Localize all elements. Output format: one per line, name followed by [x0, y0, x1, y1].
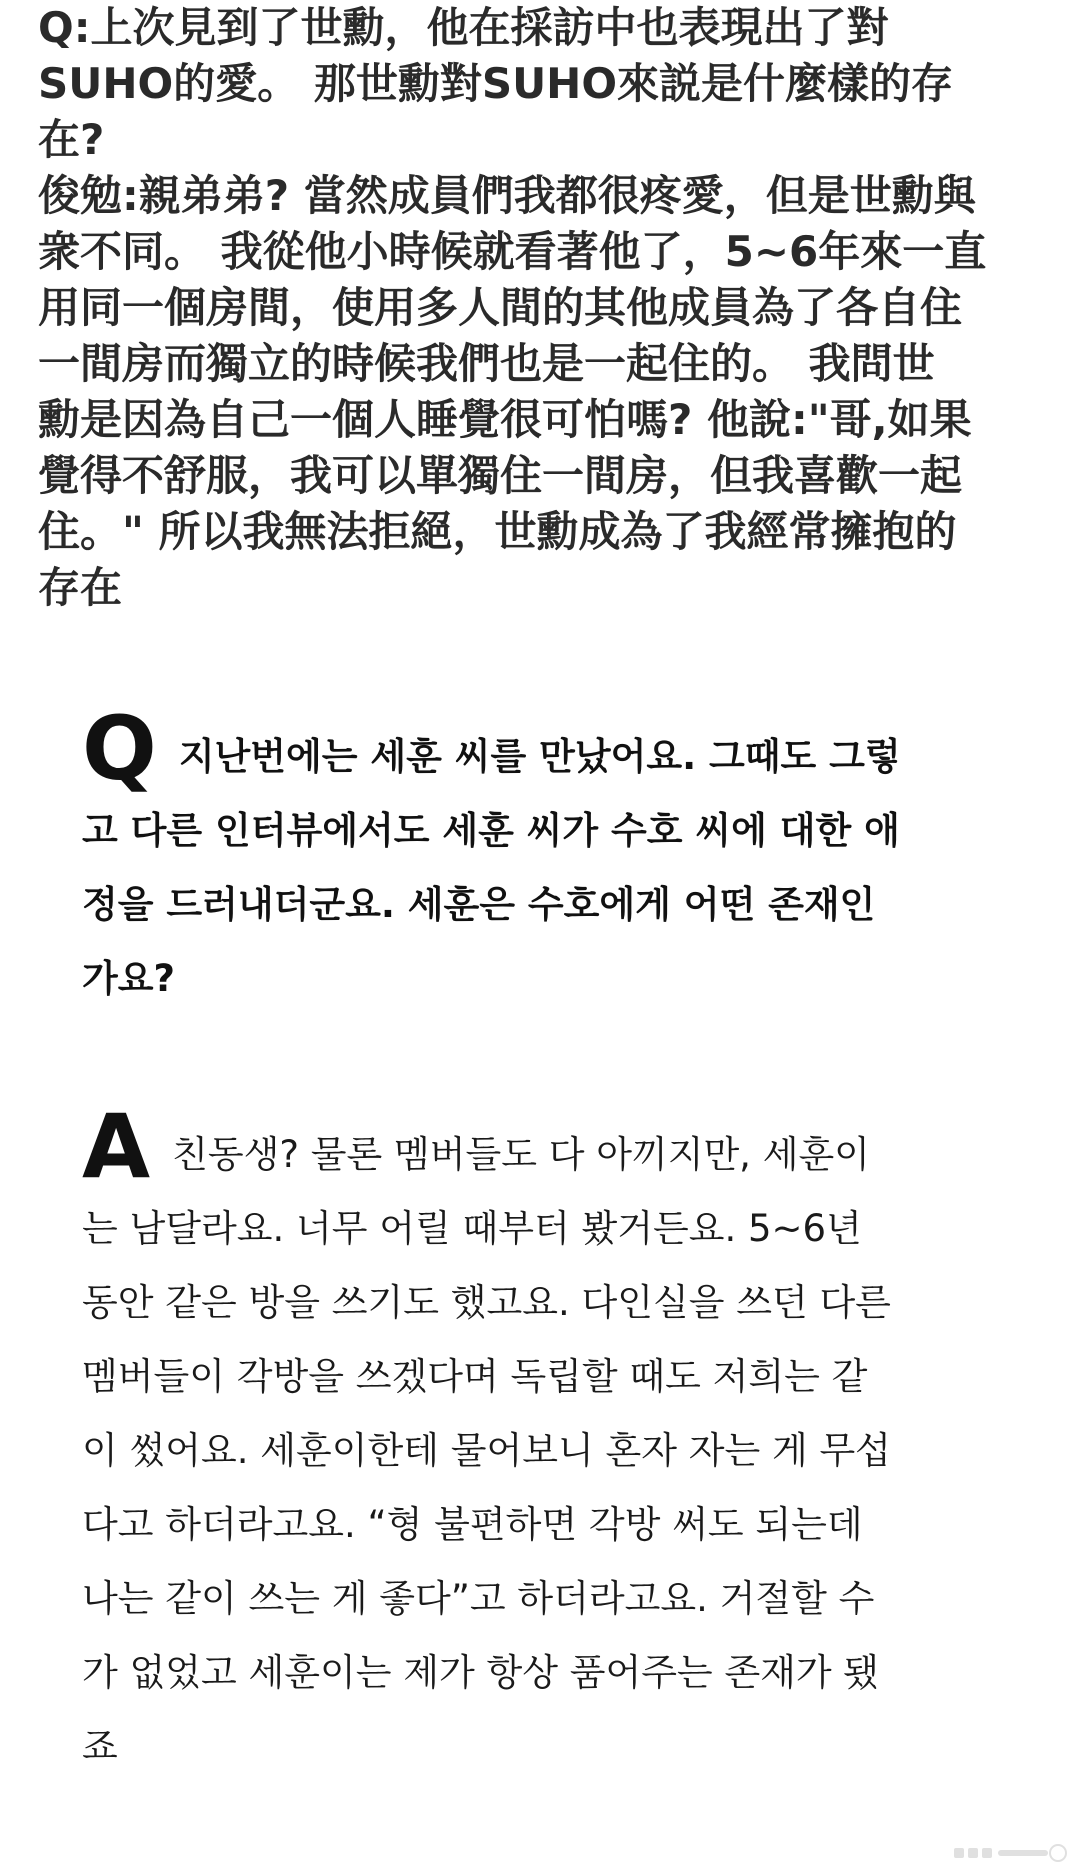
- question-line: 가요?: [82, 957, 175, 1000]
- chinese-line: 衆不同。 我從他小時候就看著他了，5~6年來一直: [38, 227, 987, 276]
- question-first-line: [82, 697, 1002, 800]
- question-line: 정을 드러내더군요. 세훈은 수호에게 어떤 존재인: [82, 883, 876, 926]
- chinese-line: Q:上次見到了世勳，他在採訪中也表現出了對: [38, 3, 889, 52]
- question-line: 고 다른 인터뷰에서도 세훈 씨가 수호 씨에 대한 애: [82, 809, 900, 852]
- answer-initial-letter: A: [82, 1095, 151, 1198]
- answer-line: 죠: [82, 1725, 118, 1768]
- answer-line: 다고 하더라고요. “형 불편하면 각방 써도 되는데: [82, 1503, 863, 1546]
- watermark-logo: [952, 1840, 1070, 1866]
- answer-line: 친동생? 물론 멤버들도 다 아끼지만, 세훈이: [172, 1133, 870, 1176]
- question-initial-letter: Q: [82, 697, 157, 800]
- chinese-line: 覺得不舒服，我可以單獨住一間房，但我喜歡一起: [38, 451, 963, 500]
- chinese-line: 用同一個房間，使用多人間的其他成員為了各自住: [38, 283, 963, 332]
- answer-line: 멤버들이 각방을 쓰겠다며 독립할 때도 저희는 같: [82, 1355, 868, 1398]
- answer-line: 동안 같은 방을 쓰기도 했고요. 다인실을 쓰던 다른: [82, 1281, 891, 1324]
- chinese-line: SUHO的愛。 那世勳對SUHO來説是什麼樣的存: [38, 59, 954, 108]
- chinese-line: 在?: [38, 115, 105, 164]
- answer-first-line: [82, 1095, 1002, 1198]
- chinese-line: 存在: [38, 563, 123, 612]
- chinese-line: 住。" 所以我無法拒絕，世勳成為了我經常擁抱的: [38, 507, 957, 556]
- answer-line: 는 남달라요. 너무 어릴 때부터 봤거든요. 5~6년: [82, 1207, 862, 1250]
- chinese-line: 俊勉:親弟弟? 當然成員們我都很疼愛，但是世勳與: [38, 171, 976, 220]
- chinese-line: 一間房而獨立的時候我們也是一起住的。 我問世: [38, 339, 935, 388]
- answer-line: 가 없었고 세훈이는 제가 항상 품어주는 존재가 됐: [82, 1651, 880, 1694]
- chinese-translation-block: [38, 0, 1048, 616]
- korean-answer-block: [82, 1095, 1002, 1784]
- korean-question-block: [82, 697, 1002, 1016]
- question-line: 지난번에는 세훈 씨를 만났어요. 그때도 그렇: [178, 735, 901, 778]
- answer-line: 나는 같이 쓰는 게 좋다”고 하더라고요. 거절할 수: [82, 1577, 875, 1620]
- answer-line: 이 썼어요. 세훈이한테 물어보니 혼자 자는 게 무섭: [82, 1429, 891, 1472]
- chinese-line: 勳是因為自己一個人睡覺很可怕嗎? 他說:"哥,如果: [38, 395, 972, 444]
